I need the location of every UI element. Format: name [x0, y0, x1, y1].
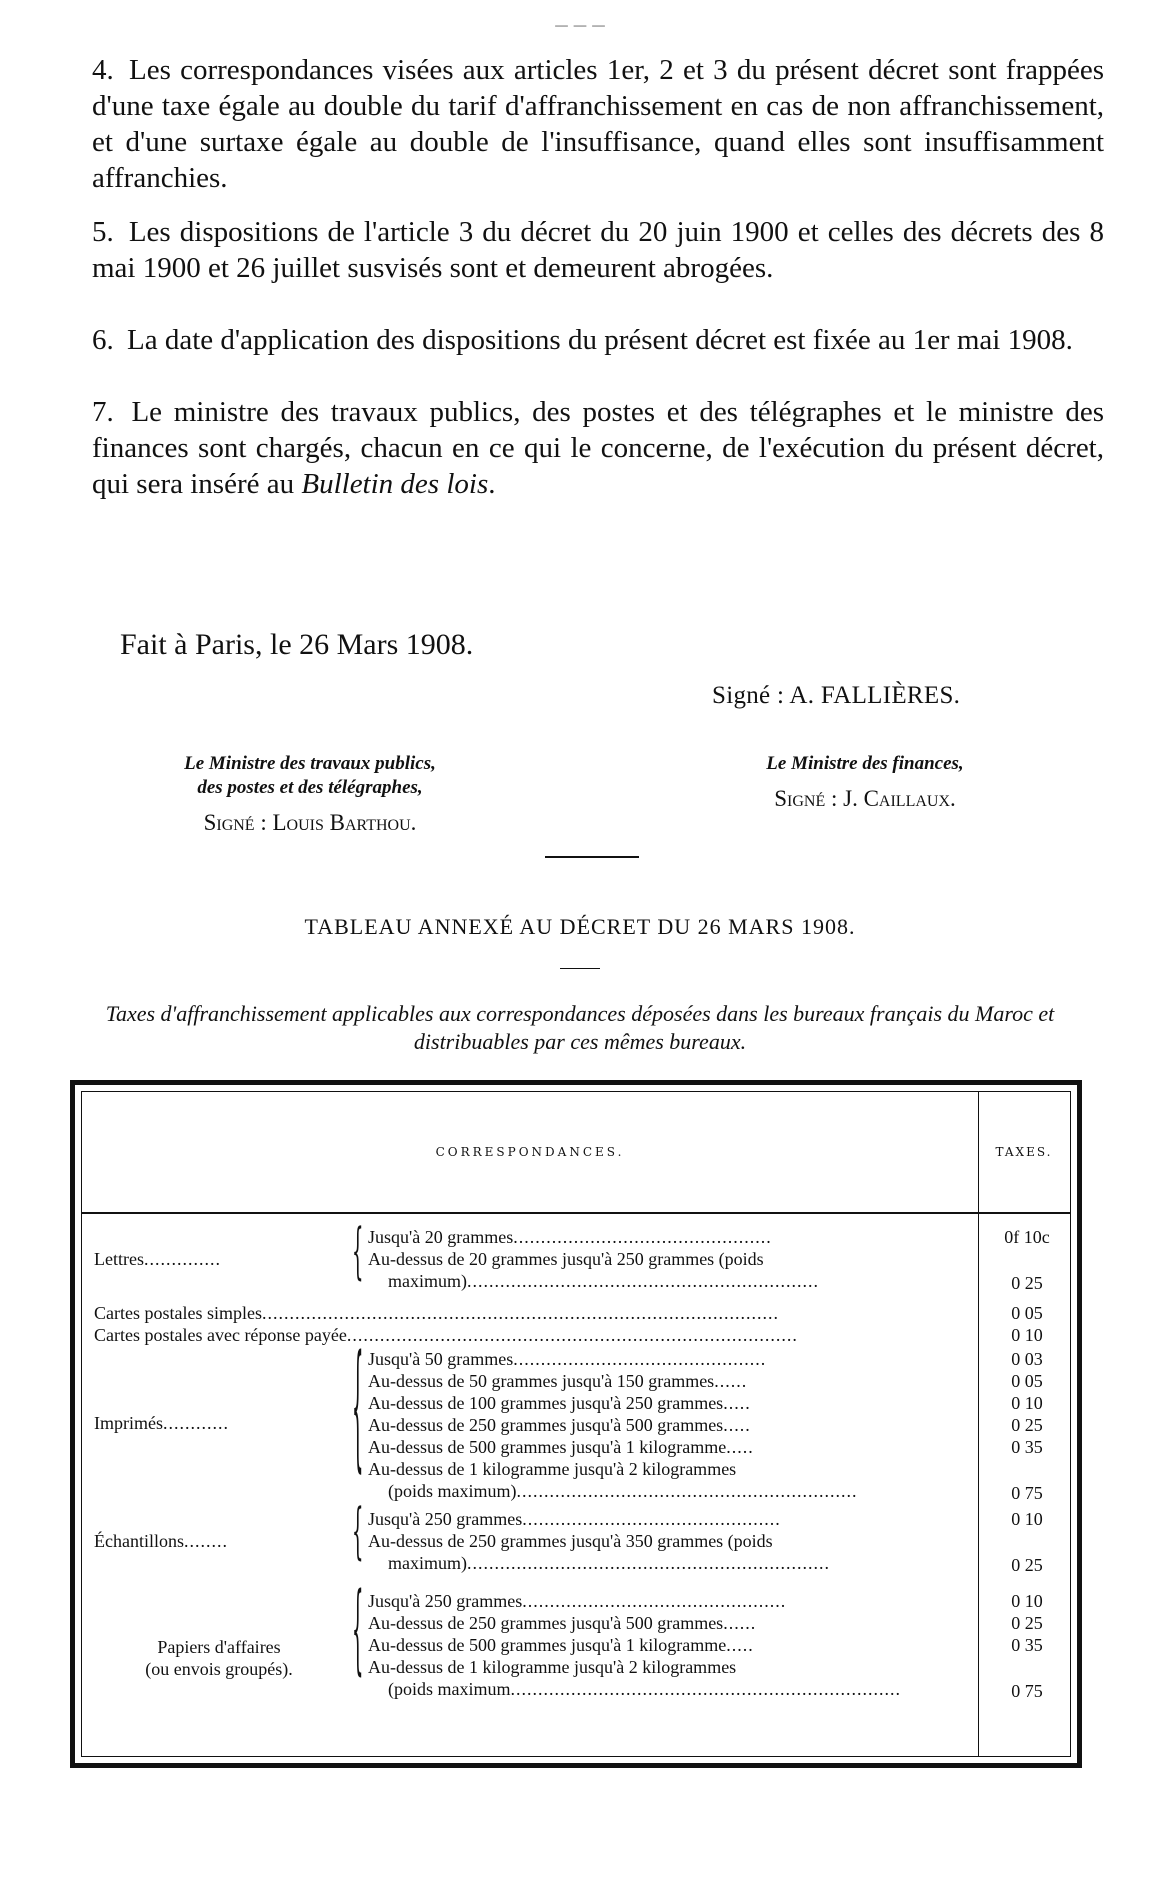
row-label-echantillons: Échantillons........	[94, 1531, 228, 1551]
sub-row: Au-dessus de 1 kilogramme jusqu'à 2 kilogrammes	[368, 1657, 737, 1677]
sub-row: Jusqu'à 250 grammes...............................................	[368, 1509, 781, 1529]
sub-row: (poids maximum)..............................................................	[388, 1481, 858, 1501]
tax-value: 0 35	[1011, 1635, 1043, 1655]
sub-row: Jusqu'à 20 grammes...............................................	[368, 1227, 772, 1247]
article-text: La date d'application des dispositions du présent décret est fixée au 1er mai 1908.	[127, 324, 1073, 356]
article-text: Les correspondances visées aux articles 1er, 2 et 3 du présent décret sont frappées d'une taxe égale au double du tarif d'affranchissement en cas de non affranchissement, et d'une surtaxe égale au double de l'insuffisance, quand elles sont insuffisamment affranchies.	[92, 54, 1104, 194]
separator-rule	[545, 856, 639, 858]
row-label-papiers-2: (ou envois groupés).	[145, 1659, 293, 1679]
row-label-cartes-reponse: Cartes postales avec réponse payée..................................................................................	[94, 1325, 798, 1345]
row-label-papiers-1: Papiers d'affaires	[157, 1637, 281, 1657]
article-number: 6.	[92, 324, 114, 356]
sub-row: Au-dessus de 100 grammes jusqu'à 250 grammes.....	[368, 1393, 751, 1413]
table-header-row	[82, 1092, 1070, 1214]
header-correspondances: CORRESPONDANCES.	[82, 1092, 979, 1212]
article-text: Les dispositions de l'article 3 du décret du 20 juin 1900 et celles des décrets des 8 mai 1900 et 26 juillet susvisés sont et demeurent abrogées.	[92, 216, 1105, 284]
header-mark: — — —	[554, 18, 606, 34]
sub-row: Au-dessus de 500 grammes jusqu'à 1 kilogramme.....	[368, 1437, 754, 1457]
tax-value: 0 10	[1011, 1509, 1043, 1529]
tax-value: 0 03	[1011, 1349, 1043, 1369]
sub-row: Au-dessus de 20 grammes jusqu'à 250 grammes (poids	[368, 1249, 764, 1269]
tax-value: 0 75	[1011, 1483, 1043, 1503]
sub-row: Au-dessus de 250 grammes jusqu'à 350 grammes (poids	[368, 1531, 773, 1551]
tax-value: 0 75	[1011, 1681, 1043, 1701]
minister-right-block	[715, 752, 1015, 812]
sub-row: Au-dessus de 250 grammes jusqu'à 500 grammes......	[368, 1613, 757, 1633]
tax-value: 0 05	[1011, 1371, 1043, 1391]
tax-value: 0 25	[1011, 1273, 1043, 1293]
row-label-imprimes: Imprimés............	[94, 1413, 229, 1433]
tax-value: 0 05	[1011, 1303, 1043, 1323]
place-date: Fait à Paris, le 26 Mars 1908.	[120, 628, 474, 661]
article-tail: .	[488, 468, 496, 500]
president-signature: Signé : A. FALLIÈRES.	[712, 682, 961, 709]
row-label-lettres: Lettres..............	[94, 1249, 221, 1269]
annex-title: TABLEAU ANNEXÉ AU DÉCRET DU 26 MARS 1908.	[304, 914, 856, 939]
tax-value: 0f 10c	[1004, 1227, 1050, 1247]
bulletin-title: Bulletin des lois	[301, 468, 489, 500]
brace-icon: {	[352, 1575, 364, 1689]
minister-left-block	[140, 752, 480, 836]
article-6	[92, 322, 1104, 358]
sub-row: Au-dessus de 500 grammes jusqu'à 1 kilogramme.....	[368, 1635, 754, 1655]
minister-right-title: Le Ministre des finances,	[766, 753, 964, 774]
tariff-table	[70, 1080, 1082, 1768]
tax-value: 0 35	[1011, 1437, 1043, 1457]
tariff-table-inner	[81, 1091, 1071, 1757]
sub-row: Jusqu'à 50 grammes..............................................	[368, 1349, 767, 1369]
minister-left-title-2: des postes et des télégraphes,	[197, 777, 423, 798]
article-7	[92, 394, 1104, 502]
article-number: 7.	[92, 396, 114, 428]
sub-row: Au-dessus de 50 grammes jusqu'à 150 grammes......	[368, 1371, 748, 1391]
header-taxes: TAXES.	[995, 1145, 1053, 1159]
tax-value: 0 25	[1011, 1555, 1043, 1575]
sub-row: Au-dessus de 250 grammes jusqu'à 500 grammes.....	[368, 1415, 751, 1435]
tax-value: 0 10	[1011, 1393, 1043, 1413]
table-caption: Taxes d'affranchissement applicables aux correspondances déposées dans les bureaux français du Maroc et distribuables par ces mêmes bureaux.	[105, 1001, 1055, 1054]
tax-value: 0 25	[1011, 1613, 1043, 1633]
sub-row: maximum)................................................................	[388, 1271, 819, 1291]
minister-right-signature: Signé : J. Caillaux.	[774, 786, 956, 811]
separator-rule-small	[560, 968, 600, 969]
sub-row: Jusqu'à 250 grammes................................................	[368, 1591, 787, 1611]
sub-row: Au-dessus de 1 kilogramme jusqu'à 2 kilogrammes	[368, 1459, 737, 1479]
sub-row: maximum)..................................................................	[388, 1553, 830, 1573]
article-5	[92, 214, 1104, 286]
brace-icon: {	[352, 1217, 364, 1289]
article-4	[92, 52, 1104, 196]
brace-icon: {	[352, 1497, 364, 1569]
minister-left-title-1: Le Ministre des travaux publics,	[184, 753, 436, 774]
row-label-cartes-simples: Cartes postales simples..............................................................................................	[94, 1303, 779, 1323]
article-number: 4.	[92, 54, 114, 86]
minister-left-signature: Signé : Louis Barthou.	[203, 810, 417, 835]
article-number: 5.	[92, 216, 114, 248]
brace-icon: {	[352, 1330, 364, 1491]
article-text: Le ministre des travaux publics, des postes et des télégraphes et le ministre des finances sont chargés, chacun en ce qui le concerne, de l'exécution du présent décret, qui sera inséré au	[92, 396, 1105, 500]
tax-value: 0 10	[1011, 1591, 1043, 1611]
tax-value: 0 10	[1011, 1325, 1043, 1345]
sub-row: (poids maximum.......................................................................	[388, 1679, 901, 1699]
tax-value: 0 25	[1011, 1415, 1043, 1435]
